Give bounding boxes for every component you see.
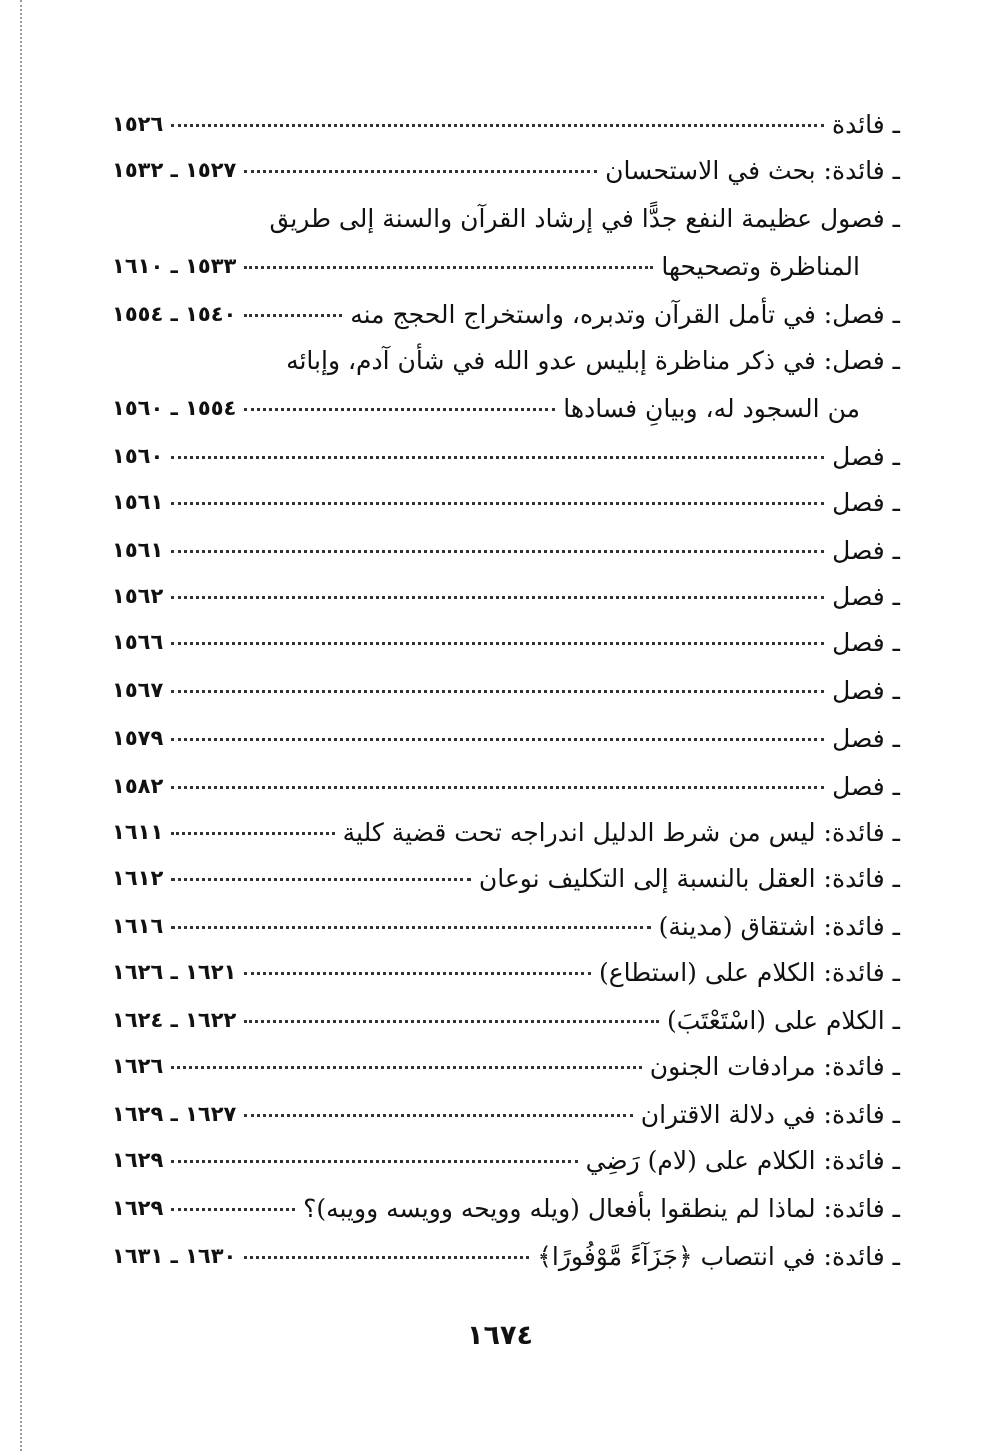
dot-leader — [171, 592, 824, 600]
entry-title: ـ فصل — [832, 487, 900, 517]
toc-entry — [112, 1140, 900, 1180]
entry-pages: ١٥٦٦ — [112, 630, 164, 654]
entry-title: ـ فائدة: لماذا لم ينطقوا بأفعال (ويله وويحه وويسه وويبه)؟ — [303, 1193, 900, 1223]
toc-entry — [112, 1046, 900, 1086]
entry-title: ـ فائدة: ليس من شرط الدليل اندراجه تحت قضية كلية — [342, 817, 900, 847]
toc-entry — [112, 812, 900, 852]
toc-entry — [112, 1188, 900, 1228]
toc-entry-continuation — [112, 388, 860, 428]
entry-title: ـ الكلام على (اسْتَعْتَبَ) — [666, 1005, 900, 1035]
toc-entry — [112, 340, 900, 380]
entry-title: ـ فصل — [832, 581, 900, 611]
dot-leader — [244, 1252, 529, 1260]
entry-pages: ١٥٧٩ — [112, 726, 164, 750]
dot-leader — [171, 1062, 641, 1070]
dot-leader — [171, 922, 650, 930]
entry-pages: ١٥٦١ — [112, 490, 164, 514]
page-number: ١٦٧٤ — [467, 1320, 533, 1351]
toc-entry — [112, 670, 900, 710]
entry-pages: ١٦١٦ — [112, 914, 164, 938]
toc-entry — [112, 436, 900, 476]
dot-leader — [171, 638, 824, 646]
entry-pages: ١٥٥٤ ـ ١٥٦٠ — [112, 396, 237, 420]
entry-pages: ١٦٢٩ — [112, 1196, 164, 1220]
entry-pages: ١٦١٢ — [112, 866, 164, 890]
entry-pages: ١٥٦٠ — [112, 444, 164, 468]
dot-leader — [171, 1156, 577, 1164]
entry-pages: ١٥٣٣ ـ ١٦١٠ — [112, 254, 237, 278]
dot-leader — [171, 120, 824, 128]
dot-leader — [171, 782, 824, 790]
entry-pages: ١٥٢٦ — [112, 112, 164, 136]
toc-entry — [112, 150, 900, 190]
entry-title: ـ فائدة: العقل بالنسبة إلى التكليف نوعان — [478, 863, 900, 893]
toc-entry — [112, 906, 900, 946]
entry-title: ـ فائدة: الكلام على (استطاع) — [598, 957, 900, 987]
dot-leader — [244, 968, 591, 976]
dot-leader — [171, 1204, 295, 1212]
dot-leader — [244, 1110, 632, 1118]
dot-leader — [244, 262, 653, 270]
entry-pages: ١٦١١ — [112, 820, 164, 844]
toc-entry — [112, 530, 900, 570]
toc-entry — [112, 198, 900, 238]
entry-title: ـ فصول عظيمة النفع جدًّا في إرشاد القرآن والسنة إلى طريق — [269, 203, 900, 233]
entry-title: ـ فائدة: في انتصاب ﴿جَزَآءً مَّوْفُورًا﴾ — [537, 1241, 900, 1271]
entry-pages: ١٥٢٧ ـ ١٥٣٢ — [112, 158, 237, 182]
entry-title: ـ فائدة: اشتقاق (مدينة) — [658, 911, 900, 941]
dot-leader — [244, 310, 342, 318]
toc-entry — [112, 1094, 900, 1134]
entry-pages: ١٥٦٧ — [112, 678, 164, 702]
toc-entry — [112, 482, 900, 522]
dot-leader — [171, 452, 824, 460]
entry-title: ـ فصل: في تأمل القرآن وتدبره، واستخراج الحجج منه — [350, 299, 900, 329]
entry-title: من السجود له، وبيانِ فسادها — [563, 393, 860, 423]
entry-pages: ١٥٦١ — [112, 538, 164, 562]
entry-pages: ١٥٤٠ ـ ١٥٥٤ — [112, 302, 237, 326]
entry-title: ـ فصل — [832, 535, 900, 565]
dot-leader — [171, 686, 824, 694]
entry-title: ـ فصل — [832, 627, 900, 657]
entry-title: ـ فائدة: الكلام على (لام) رَضِي — [585, 1145, 900, 1175]
dot-leader — [171, 734, 824, 742]
dot-leader — [171, 546, 824, 554]
dot-leader — [171, 874, 471, 882]
entry-pages: ١٦٣٠ ـ ١٦٣١ — [112, 1244, 237, 1268]
toc-entry — [112, 766, 900, 806]
toc-entry — [112, 294, 900, 334]
toc-entry — [112, 1236, 900, 1276]
dot-leader — [244, 1016, 659, 1024]
entry-pages: ١٦٢٢ ـ ١٦٢٤ — [112, 1008, 237, 1032]
entry-title: ـ فصل: في ذكر مناظرة إبليس عدو الله في شأن آدم، وإبائه — [286, 345, 900, 375]
entry-title: ـ فصل — [832, 441, 900, 471]
entry-pages: ١٦٢٦ — [112, 1054, 164, 1078]
entry-title: ـ فائدة: مرادفات الجنون — [649, 1051, 900, 1081]
entry-pages: ١٦٢٩ — [112, 1148, 164, 1172]
toc-entry — [112, 576, 900, 616]
entry-title: ـ فصل — [832, 675, 900, 705]
toc-entry-continuation — [112, 246, 860, 286]
toc-entry — [112, 858, 900, 898]
entry-pages: ١٦٢٧ ـ ١٦٢٩ — [112, 1102, 237, 1126]
entry-pages: ١٦٢١ ـ ١٦٢٦ — [112, 960, 237, 984]
dot-leader — [244, 404, 555, 412]
entry-title: ـ فصل — [832, 723, 900, 753]
dot-leader — [171, 498, 824, 506]
entry-title: ـ فائدة: بحث في الاستحسان — [605, 155, 900, 185]
entry-title: ـ فائدة — [831, 109, 900, 139]
toc-entry — [112, 1000, 900, 1040]
entry-pages: ١٥٦٢ — [112, 584, 164, 608]
dot-leader — [244, 166, 597, 174]
toc-entry — [112, 622, 900, 662]
entry-title: المناظرة وتصحيحها — [661, 251, 860, 281]
entry-pages: ١٥٨٢ — [112, 774, 164, 798]
entry-title: ـ فصل — [832, 771, 900, 801]
dot-leader — [171, 828, 334, 836]
toc-entry — [112, 718, 900, 758]
entry-title: ـ فائدة: في دلالة الاقتران — [640, 1099, 900, 1129]
toc-entry — [112, 952, 900, 992]
toc-entry — [112, 104, 900, 144]
